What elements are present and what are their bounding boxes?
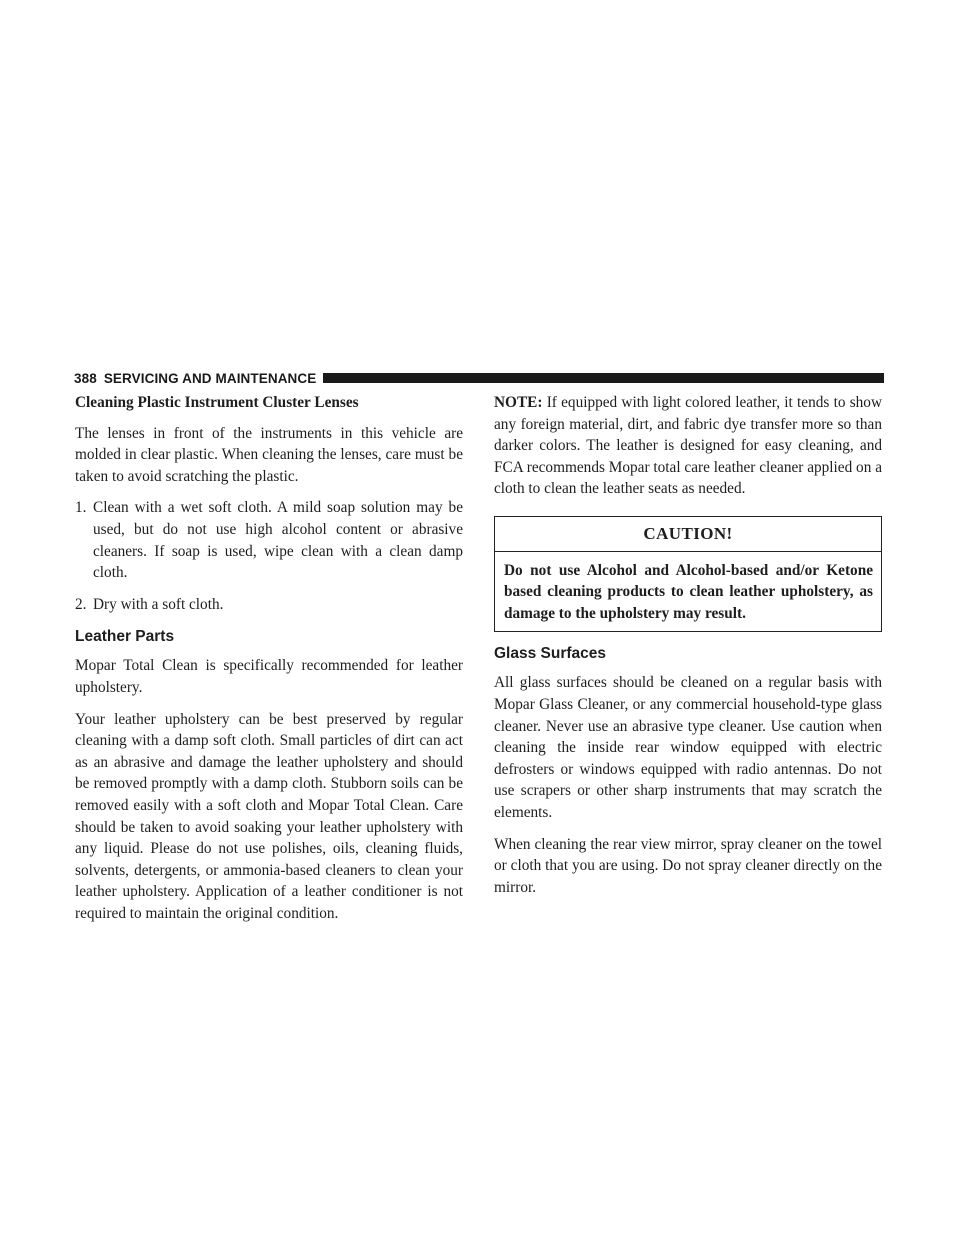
right-column: [494, 392, 882, 908]
glass-surfaces-heading: Glass Surfaces: [494, 645, 607, 663]
page-header: [74, 370, 884, 386]
note-label: NOTE:: [494, 394, 543, 411]
leather-paragraph-1: Mopar Total Clean is specifically recommended for leather upholstery.: [75, 657, 463, 696]
note-paragraph: [494, 392, 882, 500]
list-item: [75, 497, 463, 583]
list-item: [75, 594, 463, 616]
instrument-lenses-heading: Cleaning Plastic Instrument Cluster Lenses: [75, 394, 359, 411]
glass-paragraph-1: All glass surfaces should be cleaned on a regular basis with Mopar Glass Cleaner, or any commercial household-type glass cleaner. Never use an abrasive type cleaner. Use caution when cleaning the inside rear window equipped with electric defrosters or windows equipped with radio antennas. Do not use scrapers or other sharp instruments that may scratch the elements.: [494, 674, 882, 821]
page-number: 388: [74, 370, 97, 386]
note-text: If equipped with light colored leather, it tends to show any foreign material, dirt, and fabric dye transfer more so than darker colors. The leather is designed for easy cleaning, and FCA recommends Mopar total care leather cleaner applied on a cloth to clean the leather seats as needed.: [494, 394, 882, 498]
header-rule: [323, 373, 884, 383]
header-label: [74, 371, 316, 386]
glass-paragraph-2: When cleaning the rear view mirror, spray cleaner on the towel or cloth that you are using. Do not spray cleaner directly on the mirror.: [494, 835, 882, 896]
caution-box: [494, 516, 882, 632]
instrument-lenses-intro: The lenses in front of the instruments in this vehicle are molded in clear plastic. When cleaning the lenses, care must be taken to avoid scratching the plastic.: [75, 424, 463, 485]
list-item-number: 1.: [75, 499, 87, 517]
section-title: SERVICING AND MAINTENANCE: [103, 370, 317, 386]
list-item-text: Dry with a soft cloth.: [93, 595, 224, 613]
leather-paragraph-2: Your leather upholstery can be best preserved by regular cleaning with a damp soft cloth. Small particles of dirt can act as an abrasive and damage the leather upholstery and should be removed promptly with a damp cloth. Stubborn soils can be removed easily with a soft cloth and Mopar Total Clean. Care should be taken to avoid soaking your leather upholstery with any liquid. Please do not use polishes, oils, cleaning fluids, solvents, detergents, or ammonia-based cleaners to clean your leather upholstery. Application of a leather conditioner is not required to maintain the original condition.: [75, 710, 463, 922]
list-item-text: Clean with a wet soft cloth. A mild soap solution may be used, but do not use high alcohol content or abrasive cleaners. If soap is used, wipe clean with a clean damp cloth.: [93, 499, 463, 582]
left-column: [75, 392, 463, 934]
caution-text: Do not use Alcohol and Alcohol-based and/or Ketone based cleaning products to clean leather upholstery, as damage to the upholstery may result.: [504, 561, 873, 622]
caution-title: CAUTION!: [495, 517, 881, 552]
leather-parts-heading: Leather Parts: [75, 628, 175, 646]
list-item-number: 2.: [75, 595, 87, 613]
